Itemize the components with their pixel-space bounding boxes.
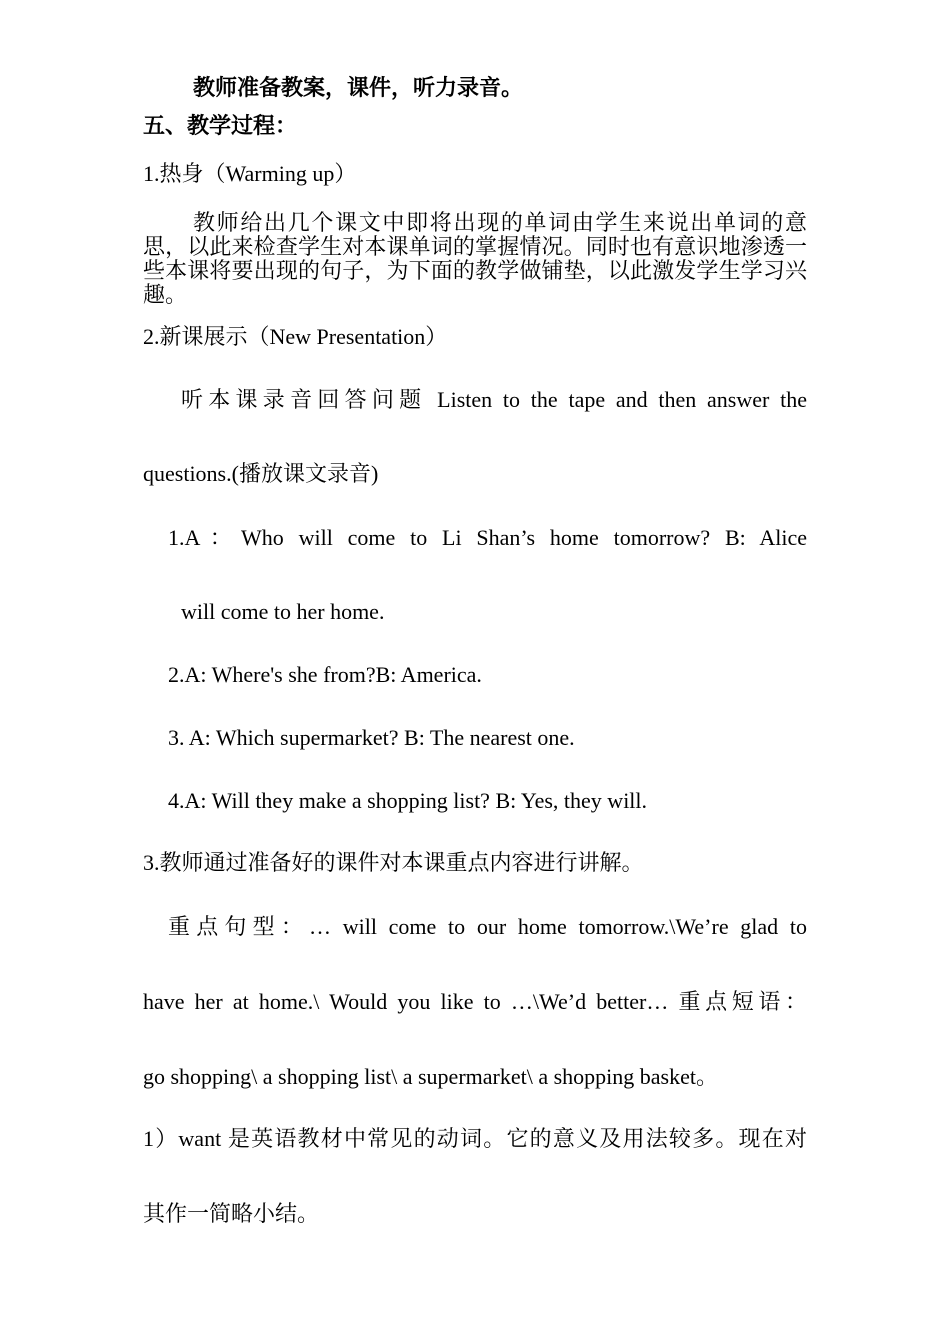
prep-line: 教师准备教案，课件，听力录音。 [193,75,524,100]
section-heading-teaching-process: 五、教学过程： [143,113,298,138]
key-points-line-3: go shopping\ a shopping list\ a supermarket\ a shopping basket。 [143,1064,718,1089]
presentation-heading: 2.新课展示（New Presentation） [143,324,448,349]
want-line-1: 1）want 是英语教材中常见的动词。它的意义及用法较多。现在对 [143,1126,807,1151]
question-1-line-2: will come to her home. [181,599,385,624]
listen-instruction-line-1: 听本课录音回答问题 Listen to the tape and then answer the [181,387,807,412]
key-points-line-2: have her at home.\ Would you like to …\We’d better… 重点短语： [143,989,807,1014]
want-line-2: 其作一简略小结。 [143,1201,320,1226]
warmup-paragraph: 教师给出几个课文中即将出现的单词由学生来说出单词的意思，以此来检查学生对本课单词的掌握情况。同时也有意识地渗透一些本课将要出现的句子，为下面的教学做铺垫，以此激发学生学习兴趣。 [143,210,807,307]
question-2: 2.A: Where's she from?B: America. [168,662,482,687]
question-3: 3. A: Which supermarket? B: The nearest one. [168,725,575,750]
key-points-line-1: 重点句型：… will come to our home tomorrow.\We’re glad to [168,914,807,939]
question-1-line-1: 1.A：Who will come to Li Shan’s home tomorrow? B: Alice [168,525,807,550]
warmup-heading: 1.热身（Warming up） [143,161,357,186]
explain-heading: 3.教师通过准备好的课件对本课重点内容进行讲解。 [143,850,644,875]
question-4: 4.A: Will they make a shopping list? B: Yes, they will. [168,788,648,813]
listen-instruction-line-2: questions.(播放课文录音) [143,461,379,486]
